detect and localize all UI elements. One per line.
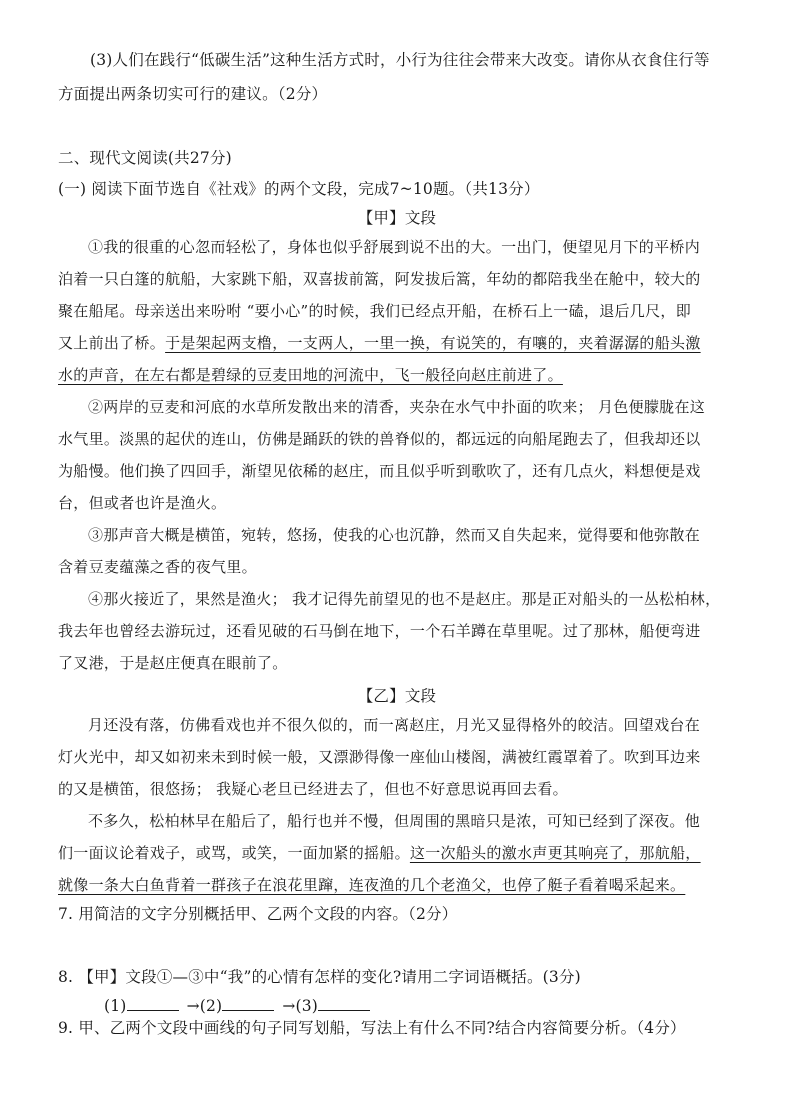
passage-b-p2-line1: 不多久，松柏林早在船后了，船行也并不慢，但周围的黑暗只是浓，可知已经到了深夜。他 [88, 812, 701, 830]
question-9: 9. 甲、乙两个文段中画线的句子同写划船，写法上有什么不同?结合内容简要分析。（4分） [58, 1019, 686, 1037]
passage-a-p1-line4 [58, 332, 768, 353]
passage-b-p2-line3 [58, 874, 768, 895]
passage-b-p1-line3: 的又是横笛，很悠扬； 我疑心老旦已经进去了，但也不好意思说再回去看。 [58, 780, 568, 798]
q8-label-1: (1) [104, 997, 127, 1015]
passage-a-p2-line1: ②两岸的豆麦和河底的水草所发散出来的清香，夹杂在水气中扑面的吹来； 月色便朦胧在这 [88, 398, 706, 416]
passage-a-p1-line2: 泊着一只白篷的航船，大家跳下船，双喜拔前篙，阿发拔后篙，年幼的都陪我坐在舱中，较大的 [58, 270, 701, 288]
passage-a-p2-line3: 为船慢。他们换了四回手，渐望见依稀的赵庄，而且似乎听到歌吹了，还有几点火，料想便是戏 [58, 462, 701, 480]
q8-answer-blank-1[interactable] [127, 996, 179, 1011]
underlined-sentence-a-part1: 于是架起两支橹，一支两人，一里一换，有说笑的，有嚷的，夹着潺潺的船头激 [165, 334, 701, 352]
q8-answer-blank-3[interactable] [318, 996, 370, 1011]
underlined-sentence-b-part1: 这一次船头的激水声更其响亮了，那航船， [409, 844, 701, 862]
passage-a-p2-line2: 水气里。淡黑的起伏的连山，仿佛是踊跃的铁的兽脊似的，都远远的向船尾跑去了，但我却还以 [58, 430, 701, 448]
q8-label-3: →(3) [282, 997, 319, 1015]
passage-b-p2-line2-plain: 们一面议论着戏子，或骂，或笑，一面加紧的摇船。 [58, 844, 410, 862]
underlined-sentence-b-part2: 就像一条大白鱼背着一群孩子在浪花里蹿，连夜渔的几个老渔父，也停了艇子看着喝采起来。 [58, 876, 686, 894]
passage-a-p1-line5 [58, 364, 768, 385]
passage-a-p3-line1: ③那声音大概是横笛，宛转，悠扬，使我的心也沉静，然而又自失起来，觉得要和他弥散在 [88, 526, 701, 544]
passage-a-p3-line2: 含着豆麦蕴藻之香的夜气里。 [58, 558, 257, 576]
question-8: 8. 【甲】文段①—③中“我”的心情有怎样的变化?请用二字词语概括。(3分) [58, 968, 581, 986]
passage-b-p1-line1: 月还没有落，仿佛看戏也并不很久似的，而一离赵庄，月光又显得格外的皎洁。回望戏台在 [88, 716, 701, 734]
q6-part3-line2: 方面提出两条切实可行的建议。（2分） [58, 85, 328, 103]
q8-label-2: →(2) [186, 997, 223, 1015]
q6-part3-line1: (3)人们在践行“低碳生活”这种生活方式时，小行为往往会带来大改变。请你从衣食住行等 [90, 51, 710, 69]
passage-b-p1-line2: 灯火光中，却又如初来未到时候一般，又漂渺得像一座仙山楼阁，满被红霞罩着了。吹到耳边来 [58, 748, 701, 766]
passage-a-p2-line4: 台，但或者也许是渔火。 [58, 494, 227, 512]
section-subtitle: (一) 阅读下面节选自《社戏》的两个文段，完成7~10题。（共13分） [58, 180, 540, 198]
question-8-answer-line [104, 996, 504, 1015]
underlined-sentence-a-part2: 水的声音，在左右都是碧绿的豆麦田地的河流中，飞一般径向赵庄前进了。 [58, 366, 563, 384]
passage-a-title: 【甲】文段 [357, 209, 437, 227]
passage-a-p4-line1: ④那火接近了，果然是渔火； 我才记得先前望见的也不是赵庄。那是正对船头的一丛松柏林， [88, 590, 721, 608]
passage-a-p4-line2: 我去年也曾经去游玩过，还看见破的石马倒在地下，一个石羊蹲在草里呢。过了那林，船便弯进 [58, 622, 701, 640]
passage-a-p4-line3: 了叉港，于是赵庄便真在眼前了。 [58, 654, 288, 672]
question-7: 7. 用简洁的文字分别概括甲、乙两个文段的内容。（2分） [58, 905, 458, 923]
passage-a-p1-line4-plain: 又上前出了桥。 [58, 334, 166, 352]
passage-b-title: 【乙】文段 [357, 687, 437, 705]
section-title: 二、现代文阅读(共27分) [58, 149, 232, 167]
passage-a-p1-line1: ①我的很重的心忽而轻松了，身体也似乎舒展到说不出的大。一出门，便望见月下的平桥内 [88, 238, 701, 256]
passage-b-p2-line2 [58, 842, 768, 863]
passage-a-p1-line3: 聚在船尾。母亲送出来吩咐 “要小心”的时候，我们已经点开船，在桥石上一磕，退后几尺，即 [58, 302, 692, 320]
q8-answer-blank-2[interactable] [222, 996, 274, 1011]
